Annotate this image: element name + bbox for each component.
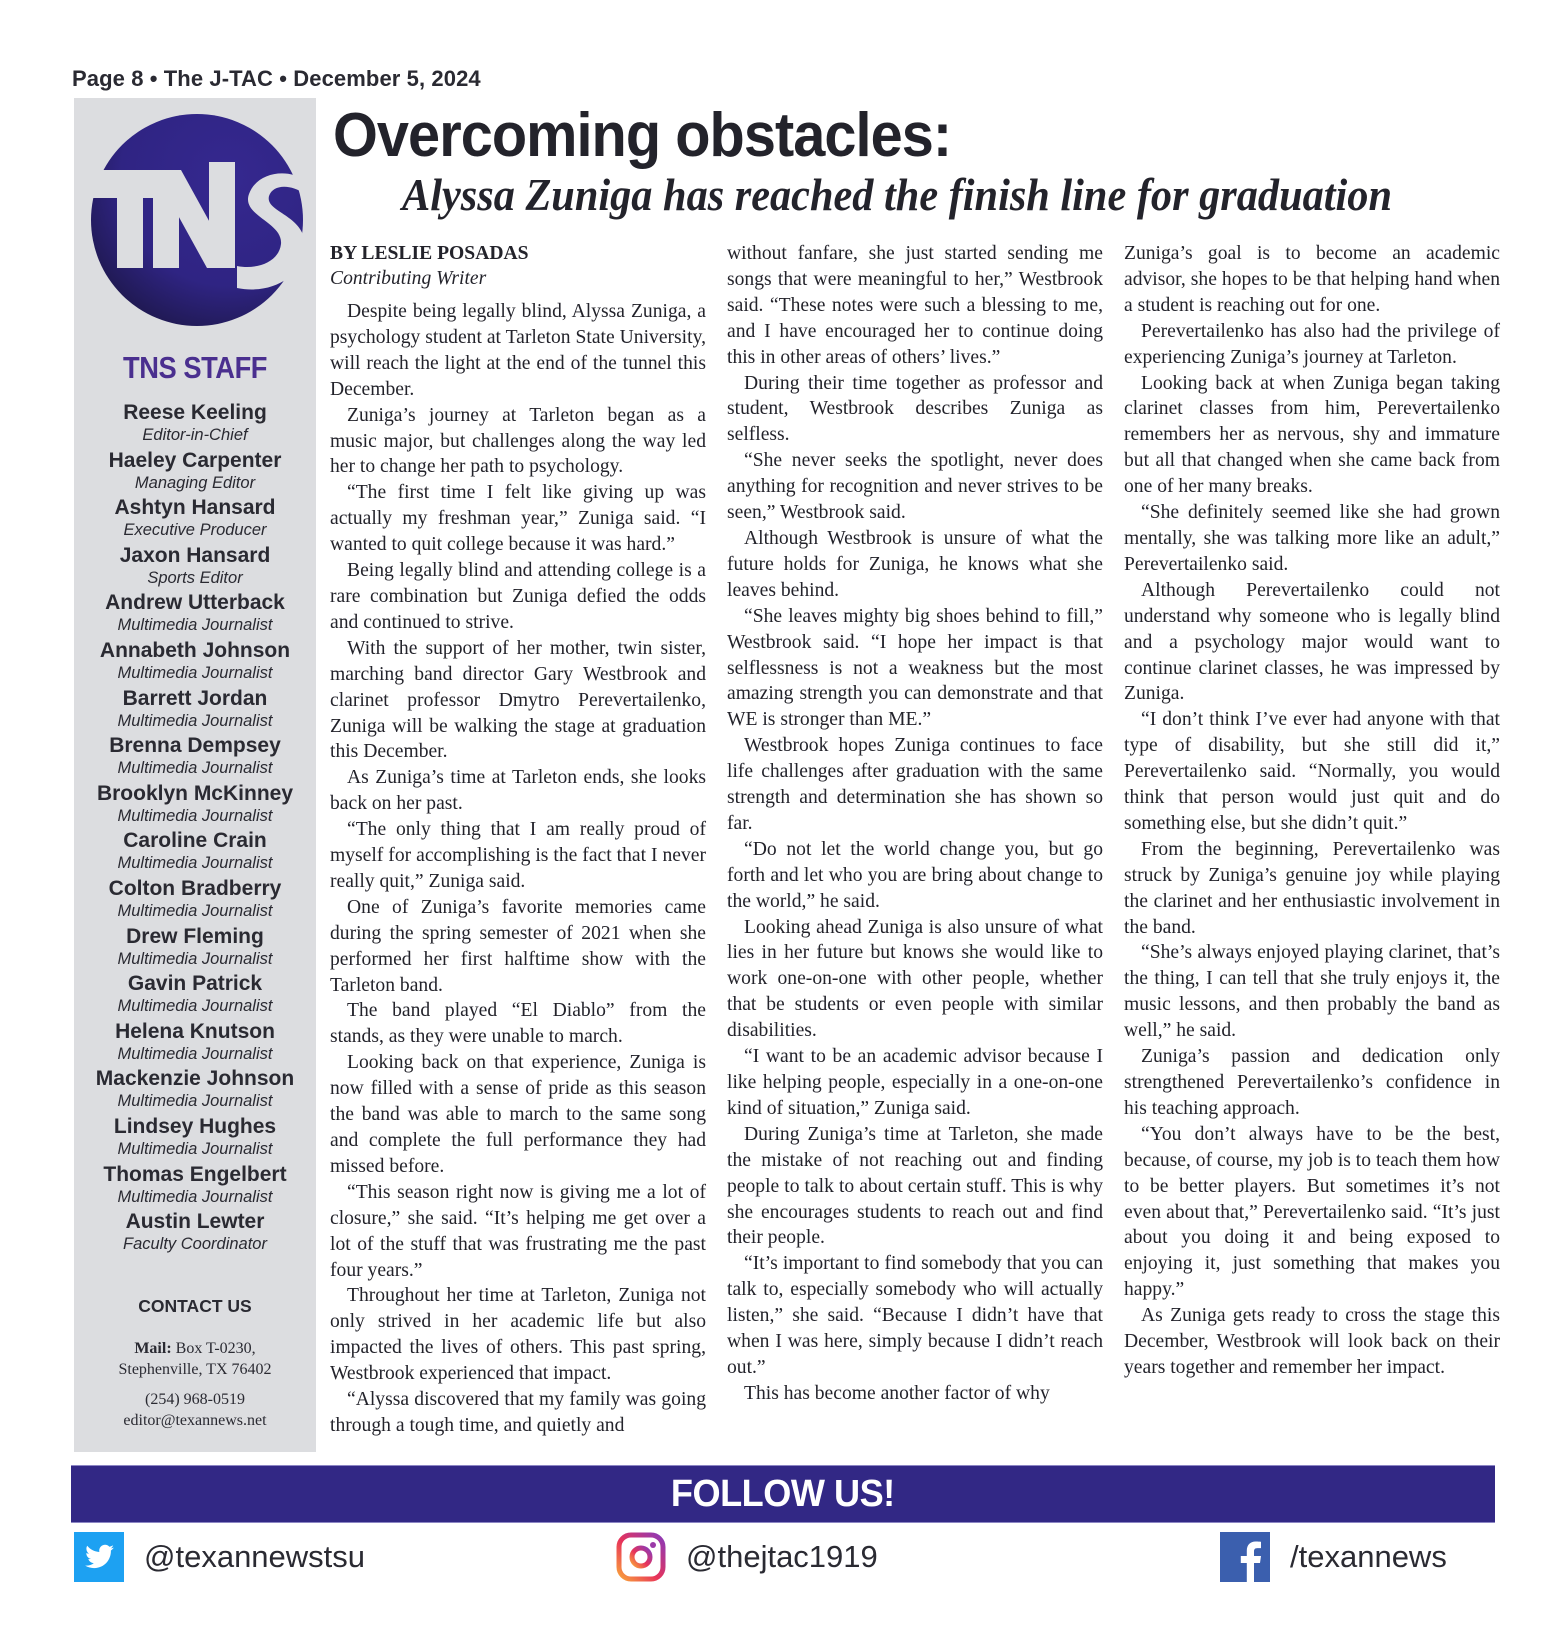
- staff-name: Reese Keeling: [123, 401, 267, 424]
- social-twitter[interactable]: [74, 1532, 365, 1582]
- staff-item: [74, 686, 316, 734]
- staff-item: [74, 1162, 316, 1210]
- staff-role: Multimedia Journalist: [117, 901, 273, 920]
- staff-list: [74, 400, 316, 1257]
- article-paragraph: During their time together as professor and student, Westbrook describes Zuniga as selfless.: [727, 372, 1103, 446]
- article-paragraph: From the beginning, Perevertailenko was struck by Zuniga’s genuine joy while playing the clarinet and her enthusiastic involvement in the band.: [1124, 838, 1500, 938]
- mail-line-2: Stephenville, TX 76402: [118, 1361, 272, 1378]
- article-paragraph: “The first time I felt like giving up was actually my freshman year,” Zuniga said. “I wanted to quit college because it was hard.”: [330, 482, 706, 556]
- contact-phone: (254) 968-0519: [145, 1391, 245, 1408]
- mail-address: [74, 1338, 316, 1359]
- staff-item: [74, 1114, 316, 1162]
- staff-role: Sports Editor: [147, 568, 243, 587]
- staff-item: [74, 733, 316, 781]
- staff-role: Managing Editor: [134, 473, 256, 492]
- article-paragraph: With the support of her mother, twin sister, marching band director Gary Westbrook and clarinet professor Dmytro Perevertailenko, Zuniga will be walking the stage at graduation this December.: [330, 637, 706, 763]
- article-paragraph: Looking back at when Zuniga began taking clarinet classes from him, Perevertailenko remembers her as nervous, shy and immature but all that changed when she came back from one of her many breaks.: [1124, 372, 1500, 498]
- article-column-3: [1124, 241, 1500, 1381]
- facebook-icon: [1220, 1532, 1270, 1582]
- article-paragraph: Zuniga’s passion and dedication only strengthened Perevertailenko’s confidence in his teaching approach.: [1124, 1046, 1500, 1119]
- staff-role: Executive Producer: [123, 521, 267, 540]
- article-paragraph: “Alyssa discovered that my family was going through a tough time, and quietly and: [330, 1389, 706, 1436]
- article-paragraph: “I don’t think I’ve ever had anyone with that type of disability, but she still did it,” Perevertailenko said. “Normally, you would think that person would just quit and do something else, but she didn’t quit.”: [1124, 709, 1500, 834]
- instagram-icon: [616, 1532, 666, 1582]
- staff-role: Multimedia Journalist: [117, 1187, 273, 1206]
- staff-name: Lindsey Hughes: [113, 1114, 277, 1138]
- article-paragraph: One of Zuniga’s favorite memories came during the spring semester of 2021 when she performed her first halftime show with the Tarleton band.: [330, 896, 706, 996]
- staff-name: Gavin Patrick: [127, 972, 263, 996]
- headline: Overcoming obstacles:: [333, 101, 952, 170]
- article-paragraph: Throughout her time at Tarleton, Zuniga not only strived in her academic life but also impacted the lives of others. This past spring, Westbrook experienced that impact.: [330, 1285, 706, 1385]
- staff-name: Thomas Engelbert: [103, 1162, 287, 1186]
- social-facebook[interactable]: [1220, 1532, 1447, 1582]
- byline: BY LESLIE POSADAS: [330, 243, 529, 264]
- staff-item: [74, 924, 316, 972]
- staff-name: Austin Lewter: [125, 1210, 265, 1234]
- contact-email: editor@texannews.net: [123, 1412, 267, 1429]
- article-paragraph: Looking ahead Zuniga is also unsure of what lies in her future but knows she would like to work one-on-one with other people, whether that be students or even people with similar disabilities.: [727, 916, 1103, 1042]
- staff-name: Annabeth Johnson: [99, 638, 291, 662]
- staff-name: Haeley Carpenter: [108, 448, 282, 472]
- staff-role: Multimedia Journalist: [117, 616, 273, 635]
- staff-item: [74, 1209, 316, 1257]
- staff-role: Multimedia Journalist: [117, 1092, 273, 1111]
- staff-name: Andrew Utterback: [105, 591, 285, 615]
- twitter-handle[interactable]: @texannewstsu: [144, 1539, 366, 1574]
- article-paragraph: “Do not let the world change you, but go forth and let who you are bring about change to the world,” he said.: [727, 838, 1103, 912]
- article-paragraph: “She never seeks the spotlight, never does anything for recognition and never strives to be seen,” Westbrook said.: [727, 450, 1103, 524]
- staff-name: Helena Knutson: [115, 1019, 275, 1043]
- contact-title: CONTACT US: [138, 1296, 252, 1316]
- staff-item: [74, 400, 316, 448]
- staff-item: [74, 781, 316, 829]
- staff-item: [74, 971, 316, 1019]
- twitter-icon: [74, 1532, 124, 1582]
- article-paragraph: Zuniga’s goal is to become an academic advisor, she hopes to be that helping hand when a student is reaching out for one.: [1124, 243, 1500, 316]
- staff-name: Drew Fleming: [126, 924, 264, 948]
- staff-item: [74, 495, 316, 543]
- article-paragraph: “She definitely seemed like she had grown mentally, she was talking more like an adult,” Perevertailenko said.: [1124, 502, 1500, 575]
- article-paragraph: “The only thing that I am really proud of myself for accomplishing is the fact that I never really quit,” Zuniga said.: [330, 819, 706, 892]
- staff-item: [74, 638, 316, 686]
- byline-role: Contributing Writer: [330, 268, 487, 289]
- staff-item: [74, 1066, 316, 1114]
- staff-item: [74, 448, 316, 496]
- staff-role: Multimedia Journalist: [117, 806, 273, 825]
- article-paragraph: “She’s always enjoyed playing clarinet, that’s the thing, I can tell that she truly enjoys it, the music lessons, and then probably the band as well,” he said.: [1124, 942, 1500, 1042]
- article-paragraph: Perevertailenko has also had the privilege of experiencing Zuniga’s journey at Tarleton.: [1124, 320, 1500, 368]
- follow-us-banner: [71, 1465, 1495, 1523]
- article-paragraph: The band played “El Diablo” from the stands, as they were unable to march.: [330, 1000, 706, 1048]
- staff-role: Multimedia Journalist: [117, 711, 273, 730]
- article-paragraph: “It’s important to find somebody that you can talk to, especially somebody who will actually listen,” she said. “Because I didn’t have that when I was here, simply because I didn’t reach out.”: [727, 1253, 1103, 1378]
- article-paragraph: Although Westbrook is unsure of what the future holds for Zuniga, he knows what she leaves behind.: [727, 527, 1103, 601]
- article-paragraph: As Zuniga gets ready to cross the stage this December, Westbrook will look back on their years together and remember her impact.: [1124, 1305, 1500, 1378]
- article-paragraph: Westbrook hopes Zuniga continues to face life challenges after graduation with the same strength and determination she has shown so far.: [727, 735, 1103, 834]
- staff-role: Multimedia Journalist: [117, 1139, 273, 1158]
- contact-info: [74, 1338, 316, 1431]
- staff-item: [74, 590, 316, 638]
- article-paragraph: Although Perevertailenko could not understand why someone who is legally blind and a psychology major would want to continue clarinet classes, he was impressed by Zuniga.: [1124, 579, 1500, 705]
- subheadline: Alyssa Zuniga has reached the finish line for graduation: [402, 169, 1393, 220]
- article-paragraph: “This season right now is giving me a lot of closure,” she said. “It’s helping me get over a lot of the stuff that was frustrating me the past four years.”: [330, 1181, 706, 1281]
- article-column-1: [330, 241, 706, 1439]
- article-paragraph: As Zuniga’s time at Tarleton ends, she looks back on her past.: [330, 767, 706, 815]
- staff-item: [74, 876, 316, 924]
- article-paragraph: This has become another factor of why: [744, 1382, 1050, 1404]
- page-folio: Page 8 • The J-TAC • December 5, 2024: [72, 66, 481, 91]
- article-paragraph: Zuniga’s journey at Tarleton began as a music major, but challenges along the way led her to change her path to psychology.: [330, 404, 706, 478]
- instagram-handle[interactable]: @thejtac1919: [686, 1539, 878, 1574]
- staff-item: [74, 828, 316, 876]
- staff-role: Faculty Coordinator: [123, 1235, 267, 1254]
- staff-name: Colton Bradberry: [108, 876, 282, 900]
- staff-sidebar: [74, 98, 316, 1452]
- staff-role: Multimedia Journalist: [117, 997, 273, 1016]
- staff-name: Mackenzie Johnson: [95, 1067, 295, 1091]
- mail-label: Mail:: [134, 1340, 172, 1357]
- staff-name: Brenna Dempsey: [109, 734, 281, 758]
- article-column-2: [727, 241, 1103, 1407]
- staff-item: [74, 1019, 316, 1067]
- staff-name: Jaxon Hansard: [119, 543, 271, 567]
- article-paragraph: Being legally blind and attending college is a rare combination but Zuniga defied the odds and continued to strive.: [330, 560, 706, 633]
- staff-name: Barrett Jordan: [122, 686, 268, 710]
- tns-logo-icon: [87, 110, 307, 330]
- facebook-handle[interactable]: /texannews: [1290, 1539, 1447, 1574]
- staff-role: Multimedia Journalist: [117, 854, 273, 873]
- staff-name: Caroline Crain: [123, 829, 267, 853]
- staff-name: Ashtyn Hansard: [114, 496, 276, 520]
- staff-role: Multimedia Journalist: [117, 949, 273, 968]
- article-paragraph: During Zuniga’s time at Tarleton, she made the mistake of not reaching out and finding people to talk to about certain stuff. This is why she encourages students to reach out and find their people.: [727, 1123, 1103, 1249]
- article-paragraph: “I want to be an academic advisor because I like helping people, especially in a one-on-one kind of situation,” Zuniga said.: [727, 1046, 1103, 1119]
- article-paragraph: “You don’t always have to be the best, because, of course, my job is to teach them how to be better players. But sometimes it’s not even about that,” Perevertailenko said. “It’s just about you doing it and being exposed to enjoying it, just something that makes you happy.”: [1124, 1123, 1500, 1301]
- article-paragraph: Despite being legally blind, Alyssa Zuniga, a psychology student at Tarleton State University, will reach the light at the end of the tunnel this December.: [330, 301, 706, 400]
- staff-role: Multimedia Journalist: [117, 663, 273, 682]
- staff-name: Brooklyn McKinney: [96, 781, 294, 805]
- social-instagram[interactable]: [616, 1532, 878, 1582]
- staff-title: TNS STAFF: [122, 350, 268, 385]
- staff-role: Multimedia Journalist: [117, 1044, 273, 1063]
- staff-item: [74, 543, 316, 591]
- staff-role: Multimedia Journalist: [117, 759, 273, 778]
- article-paragraph: “She leaves mighty big shoes behind to fill,” Westbrook said. “I hope her impact is that selflessness is not a weakness but the most amazing strength you can demonstrate and that WE is stronger than ME.”: [727, 605, 1103, 731]
- article-paragraph: without fanfare, she just started sending me songs that were meaningful to her,” Westbrook said. “These notes were such a blessing to me, and I have encouraged her to continue doing this in other areas of others’ lives.”: [727, 243, 1103, 368]
- mail-line-1: Box T-0230,: [175, 1340, 256, 1357]
- follow-us-label: FOLLOW US!: [671, 1472, 895, 1515]
- article-paragraph: Looking back on that experience, Zuniga is now filled with a sense of pride as this season the band was able to march to the same song and complete the full performance they had missed before.: [330, 1052, 706, 1177]
- staff-role: Editor-in-Chief: [142, 426, 248, 444]
